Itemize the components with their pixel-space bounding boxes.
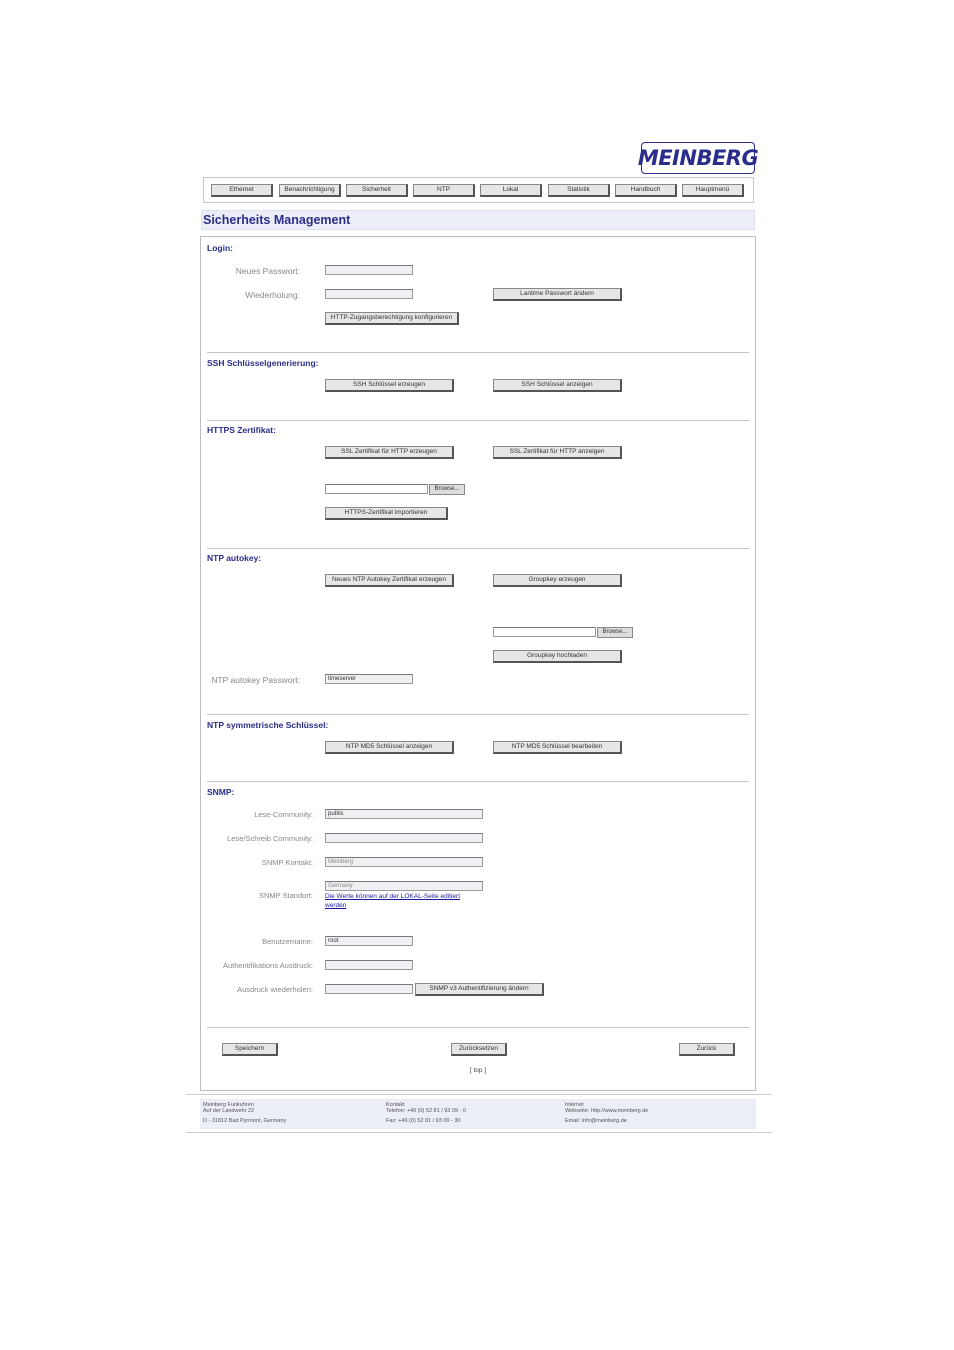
- auth-phrase-label: Authentifikations Ausdruck:: [222, 961, 313, 970]
- security-panel: [200, 236, 756, 1091]
- https-browse-button[interactable]: Browse...: [429, 484, 465, 495]
- ssh-heading: SSH Schlüsselgenerierung:: [207, 358, 319, 368]
- groupkey-generate-button[interactable]: Groupkey erzeugen: [493, 574, 622, 587]
- page-title-bar: [201, 210, 755, 230]
- username-input[interactable]: root: [325, 936, 413, 946]
- nav-sicherheit-button[interactable]: Sicherheit: [346, 184, 408, 197]
- footer-divider-bottom: [186, 1132, 772, 1133]
- md5-show-button[interactable]: NTP MD5 Schlüssel anzeigen: [325, 741, 454, 754]
- save-button[interactable]: Speichern: [222, 1043, 278, 1056]
- snmp-contact-label: SNMP Kontakt:: [261, 858, 313, 867]
- autokey-password-label: NTP autokey Passwort:: [211, 675, 300, 685]
- nav-lokal-button[interactable]: Lokal: [480, 184, 542, 197]
- autokey-heading: NTP autokey:: [207, 553, 262, 563]
- change-lantime-password-button[interactable]: Lantime Passwort ändern: [493, 288, 622, 301]
- footer: [200, 1099, 756, 1129]
- read-community-label: Lese-Community:: [254, 810, 313, 819]
- footer-internet-heading: Internet: [565, 1102, 584, 1108]
- snmp-location-label: SNMP Standort:: [258, 891, 313, 900]
- divider: [207, 1027, 749, 1028]
- snmp-location-input: Germany: [325, 881, 483, 891]
- nav-hauptmenue-button[interactable]: Hauptmenü: [682, 184, 744, 197]
- page-container: [186, 136, 772, 1136]
- login-heading: Login:: [207, 243, 233, 253]
- divider: [207, 714, 749, 715]
- nav-ethernet-button[interactable]: Ethernet: [211, 184, 273, 197]
- divider: [207, 420, 749, 421]
- auth-phrase-input[interactable]: [325, 960, 413, 970]
- page-title: Sicherheits Management: [203, 213, 351, 227]
- snmp-contact-input: Meinberg: [325, 857, 483, 867]
- repeat-phrase-input[interactable]: [325, 984, 413, 994]
- https-import-button[interactable]: HTTPS-Zertifikat importieren: [325, 507, 448, 520]
- groupkey-file-input[interactable]: [493, 627, 596, 637]
- footer-email[interactable]: Email: info@meinberg.de: [565, 1118, 627, 1124]
- lokal-page-link[interactable]: Die Werte können auf der LOKAL-Seite editiert: [325, 893, 461, 900]
- nav-handbuch-button[interactable]: Handbuch: [615, 184, 677, 197]
- groupkey-upload-button[interactable]: Groupkey hochladen: [493, 650, 622, 663]
- nav-benachrichtigung-button[interactable]: Benachrichtigung: [279, 184, 341, 197]
- repeat-password-input[interactable]: [325, 289, 413, 299]
- snmp-heading: SNMP:: [207, 787, 235, 797]
- ssl-show-button[interactable]: SSL Zertifikat für HTTP anzeigen: [493, 446, 622, 459]
- snmp-v3-auth-button[interactable]: SNMP v3 Authentifizierung ändern: [415, 983, 544, 996]
- new-password-label: Neues Passwort:: [235, 266, 300, 276]
- autokey-password-input[interactable]: timeserver: [325, 674, 413, 684]
- footer-phone: Telefon: +49 (0) 52 81 / 93 09 - 0: [386, 1108, 466, 1114]
- divider: [207, 548, 749, 549]
- lokal-page-link-cont[interactable]: werden: [325, 902, 347, 909]
- footer-divider: [186, 1094, 772, 1095]
- divider: [207, 781, 749, 782]
- read-community-input[interactable]: public: [325, 809, 483, 819]
- md5-edit-button[interactable]: NTP MD5 Schlüssel bearbeiten: [493, 741, 622, 754]
- reset-button[interactable]: Zurücksetzen: [451, 1043, 507, 1056]
- top-navigation: [203, 177, 754, 203]
- divider: [207, 352, 749, 353]
- nav-statistik-button[interactable]: Statistik: [548, 184, 610, 197]
- repeat-password-label: Wiederholung:: [245, 290, 300, 300]
- rw-community-label: Lese/Schreib Community:: [227, 834, 313, 843]
- back-button[interactable]: Zurück: [679, 1043, 735, 1056]
- footer-fax: Fax: +49 (0) 52 81 / 93 09 - 30: [386, 1118, 461, 1124]
- top-link[interactable]: [ top ]: [469, 1067, 487, 1074]
- new-password-input[interactable]: [325, 265, 413, 275]
- ssh-generate-button[interactable]: SSH Schlüssel erzeugen: [325, 379, 454, 392]
- autokey-new-cert-button[interactable]: Neues NTP Autokey Zertifikat erzeugen: [325, 574, 454, 587]
- symkeys-heading: NTP symmetrische Schlüssel:: [207, 720, 329, 730]
- footer-city: D - 31812 Bad Pyrmont, Germany: [203, 1118, 287, 1124]
- ssh-show-button[interactable]: SSH Schlüssel anzeigen: [493, 379, 622, 392]
- https-cert-file-input[interactable]: [325, 484, 428, 494]
- rw-community-input[interactable]: [325, 833, 483, 843]
- footer-contact-heading: Kontakt: [386, 1102, 405, 1108]
- nav-ntp-button[interactable]: NTP: [413, 184, 475, 197]
- repeat-phrase-label: Ausdruck wiederholen:: [237, 985, 313, 994]
- https-heading: HTTPS Zertifikat:: [207, 425, 276, 435]
- footer-website[interactable]: Webseite: http://www.meinberg.de: [565, 1108, 649, 1114]
- footer-street: Auf der Landwehr 22: [203, 1108, 255, 1114]
- ssl-generate-button[interactable]: SSL Zertifikat für HTTP erzeugen: [325, 446, 454, 459]
- groupkey-browse-button[interactable]: Browse...: [597, 627, 633, 638]
- username-label: Benutzername:: [262, 937, 313, 946]
- http-access-config-button[interactable]: HTTP-Zugangsberechtigung konfigurieren: [325, 312, 459, 325]
- meinberg-logo: MEINBERG: [641, 142, 755, 174]
- footer-company: Meinberg Funkuhren: [203, 1102, 254, 1108]
